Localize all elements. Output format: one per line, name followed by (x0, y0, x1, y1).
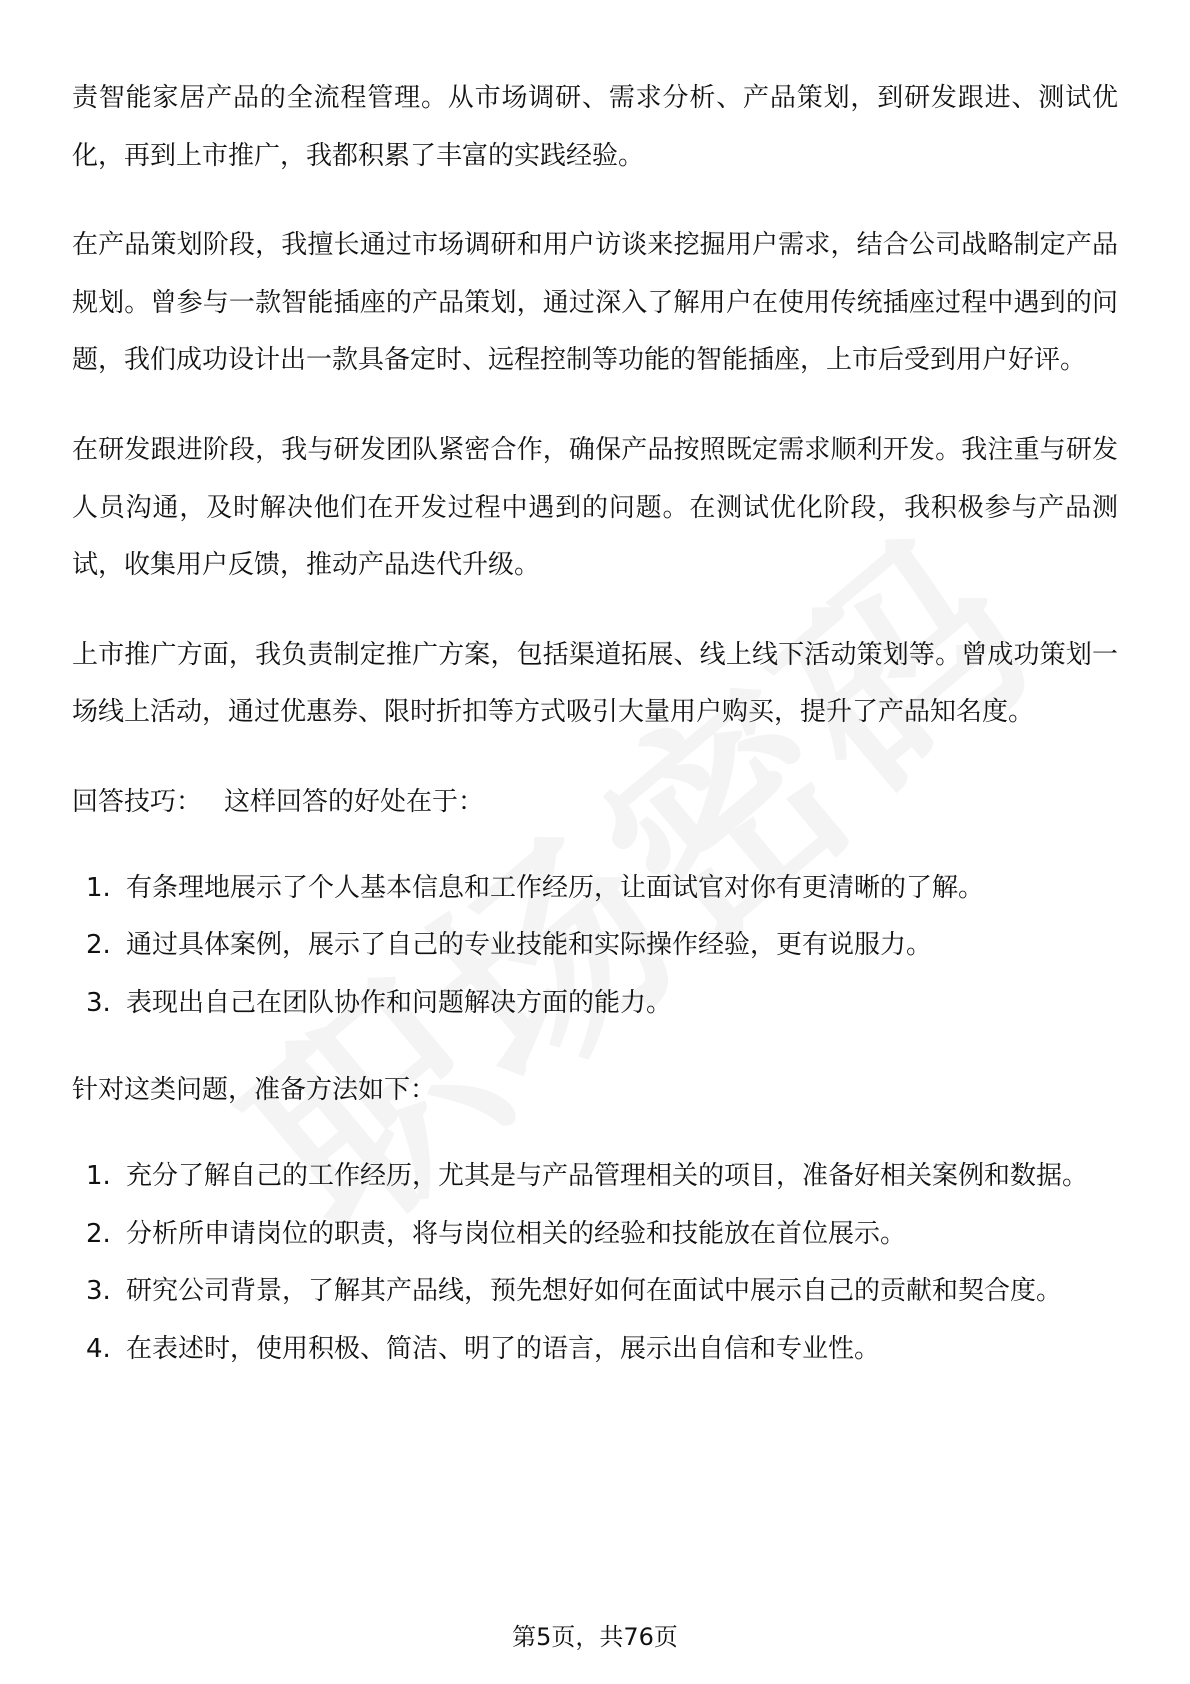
list-item (72, 1263, 1118, 1321)
list-number: 4. (86, 1333, 111, 1364)
list-number: 2. (86, 930, 111, 961)
list-item (72, 1148, 1118, 1206)
list-number: 1. (86, 1160, 111, 1191)
list-number: 3. (86, 1276, 111, 1307)
list-number: 3. (86, 987, 111, 1018)
paragraph-development: 在研发跟进阶段，我与研发团队紧密合作，确保产品按照既定需求顺利开发。我注重与研发人员沟通，及时解决他们在开发过程中遇到的问题。在测试优化阶段，我积极参与产品测试，收集用户反馈，推动产品迭代升级。 (72, 434, 1118, 581)
list-item (72, 917, 1118, 975)
list-number: 2. (86, 1218, 111, 1249)
list-text: 研究公司背景，了解其产品线，预先想好如何在面试中展示自己的贡献和契合度。 (126, 1276, 1063, 1307)
document-body (72, 70, 1118, 1408)
prep-list (72, 1148, 1118, 1378)
paragraph-planning: 在产品策划阶段，我擅长通过市场调研和用户访谈来挖掘用户需求，结合公司战略制定产品规划。曾参与一款智能插座的产品策划，通过深入了解用户在使用传统插座过程中遇到的问题，我们成功设计出一款具备定时、远程控制等功能的智能插座，上市后受到用户好评。 (72, 230, 1118, 376)
list-text: 表现出自己在团队协作和问题解决方面的能力。 (126, 987, 673, 1018)
list-item (72, 1321, 1118, 1379)
tips-list (72, 860, 1118, 1033)
paragraph-launch: 上市推广方面，我负责制定推广方案，包括渠道拓展、线上线下活动策划等。曾成功策划一场线上活动，通过优惠券、限时折扣等方式吸引大量用户购买，提升了产品知名度。 (72, 639, 1118, 728)
page-number: 第5页，共76页 (512, 1623, 678, 1651)
tips-label: 回答技巧： (72, 786, 203, 817)
paragraph-intro: 责智能家居产品的全流程管理。从市场调研、需求分析、产品策划，到研发跟进、测试优化，再到上市推广，我都积累了丰富的实践经验。 (72, 83, 1118, 171)
tips-heading (72, 774, 1118, 832)
prep-heading: 针对这类问题，准备方法如下： (72, 1075, 437, 1106)
list-item (72, 975, 1118, 1033)
list-text: 在表述时，使用积极、简洁、明了的语言，展示出自信和专业性。 (126, 1333, 881, 1364)
list-text: 充分了解自己的工作经历，尤其是与产品管理相关的项目，准备好相关案例和数据。 (126, 1160, 1089, 1191)
list-number: 1. (86, 872, 111, 903)
list-text: 通过具体案例，展示了自己的专业技能和实际操作经验，更有说服力。 (126, 930, 933, 961)
list-text: 分析所申请岗位的职责，将与岗位相关的经验和技能放在首位展示。 (126, 1218, 907, 1249)
tips-intro: 这样回答的好处在于： (224, 786, 485, 817)
list-text: 有条理地展示了个人基本信息和工作经历，让面试官对你有更清晰的了解。 (126, 872, 985, 903)
list-item (72, 860, 1118, 918)
list-item (72, 1206, 1118, 1264)
